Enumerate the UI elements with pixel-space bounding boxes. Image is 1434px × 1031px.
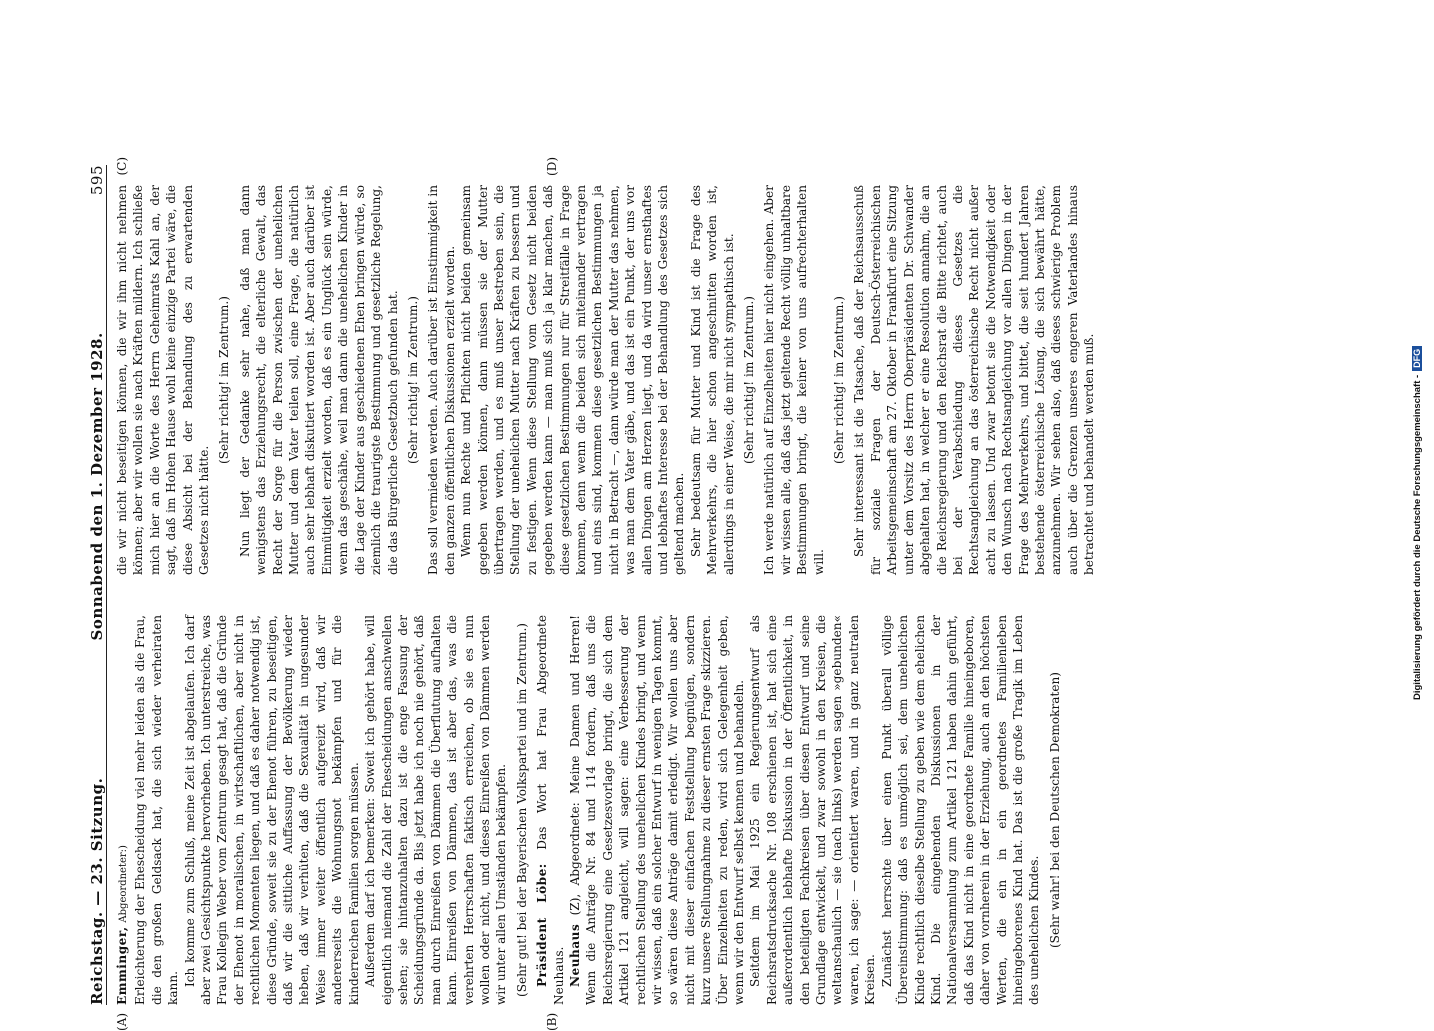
speaker-label: Neuhaus (567, 923, 582, 987)
applause-note: (Sehr wahr! bei den Deutschen Demokraten) (1047, 671, 1062, 949)
right-column (114, 157, 1098, 575)
margin-mark-b: (B) (545, 1012, 559, 1031)
paragraph: Nun liegt der Gedanke sehr nahe, daß man dann wenigstens das Erziehungsrecht, die elterliche Gewalt, das Recht der Sorge für die Person zwischen der unehelichen Mutter und dem Vater teilen soll, eine Frage, die natürlich auch sehr lebhaft diskutiert worden ist. Aber auch darüber ist Einmütigkeit erzielt worden, daß es ein Unglück sein würde, wenn das geschähe, weil man dann die unehelichen Kinder in die Lage der Kinder aus geschiedenen Ehen bringen würde, so ziemlich die traurigste Bestimmung und gesetzliche Regelung, die das Bürgerliche Gesetzbuch gefunden hat. (237, 185, 400, 575)
header-date: Sonnabend den 1. Dezember 1928. (88, 332, 106, 641)
paragraph: Außerdem darf ich bemerken: Soweit ich gehört habe, will eigentlich niemand die Zahl der Ehescheidungen anschwellen sehen; sie hintanzuhalten dazu ist die enge Fassung der Scheidungsgründe da. Bis jetzt habe ich noch nie gehört, daß man durch Einreißen von Dämmen die Überflutung aufhalten kann. Einreißen von Dämmen, das ist aber das, was die verehrten Herrschaften faktisch erreichen, ob sie es nun wollen oder nicht, und dieses Einreißen von Dämmen werden wir unter allen Umständen bekämpfen. (363, 615, 509, 1005)
applause-note: (Sehr richtig! im Zentrum.) (742, 296, 757, 464)
speaker-label: Präsident Löbe: (535, 863, 550, 987)
paragraph: Sehr bedeutsam für Mutter und Kind ist die Frage des Mehrverkehrs, die hier schon angeschnitten worden ist, allerdings in einer Weise, die mir nicht sympathisch ist. (688, 185, 736, 575)
paragraph: Das soll vermieden werden. Auch darüber ist Einstimmigkeit in den ganzen öffentlichen Diskussionen erzielt worden. (426, 185, 457, 575)
page-number: 595 (88, 165, 106, 196)
dfg-logo: DFG (1412, 346, 1422, 371)
header-left: Reichstag. — 23. Sitzung. (88, 777, 106, 1005)
paragraph: Emminger, Abgeordneter:) (115, 845, 129, 1005)
applause-note: (Sehr richtig! im Zentrum.) (405, 296, 420, 464)
paragraph: Ich werde natürlich auf Einzelheiten hier nicht eingehen. Aber wir wissen alle, daß das jetzt geltende Recht völlig unhaltbare Bestimmungen bringt, die keiner von uns aufrechterhalten will. (762, 185, 826, 575)
credit-text: Digitalisierung gefördert durch die Deutsche Forschungsgemeinschaft - (1412, 374, 1423, 700)
applause-note: (Sehr richtig! im Zentrum.) (217, 296, 232, 464)
applause-note: (Sehr richtig! im Zentrum.) (832, 296, 847, 464)
paragraph: Seitdem im Mai 1925 ein Regierungsentwurf als Reichsratsdrucksache Nr. 108 erschienen ist, hat sich eine außerordentlich lebhafte Diskussion in der Öffentlichkeit, in den beteiligten Fachkreisen über diesen Entwurf und seine Grundlage entwickelt, und zwar sowohl in den Kreisen, die weltanschaulich — sie (nach links) werden sagen »gebunden« waren, ich sage: — orientiert waren, und in ganz neutralen Kreisen. (748, 615, 878, 1005)
president-paragraph: Präsident Löbe: Das Wort hat Frau Abgeordnete Neuhaus. (535, 615, 566, 1005)
page-content (80, 157, 1120, 1031)
left-column (114, 615, 1067, 1031)
paragraph: Sehr interessant ist die Tatsache, daß der Reichsausschuß für soziale Fragen der Deutsch-Österreichischen Arbeitsgemeinschaft am 27. Oktober in Frankfurt eine Sitzung unter dem Vorsitz des Herrn Oberpräsidenten Dr. Schwander abgehalten hat, in welcher er eine Resolution annahm, die an die Reichsregierung und den Reichsrat die Bitte richtet, auch bei der Verabschiedung dieses Gesetzes die Rechtsangleichung an das österreichische Recht nicht außer acht zu lassen. Und zwar betont sie die Notwendigkeit oder den Wunsch nach Rechtsangleichung vor allen Dingen in der Frage des Mehrverkehrs, und bittet, die seit hundert Jahren bestehende österreichische Lösung, die sich bewährt hätte, anzunehmen. Wir sehen also, daß dieses schwierige Problem auch über die Grenzen unseres engeren Vaterlandes hinaus betrachtet und behandelt werden muß. (852, 185, 1097, 575)
paragraph: die wir nicht beseitigen können, die wir ihm nicht nehmen können; aber wir wollen sie nach Kräften mildern. Ich schließe mich hier an die Worte des Herrn Geheimrats Kahl an, der sagt, daß im Hohen Hause wohl keine einzige Partei wäre, die diese Absicht bei der Behandlung des zu erwartenden Gesetzes nicht hätte. (115, 185, 212, 575)
margin-mark-d: (D) (545, 157, 559, 176)
rotated-page-scan (80, 5, 1097, 1031)
digitization-credit (1410, 0, 1430, 1000)
paragraph: Wenn nun Rechte und Pflichten nicht beiden gemeinsam gegeben werden können, dann müssen sie der Mutter übertragen werden, und es muß unser Bestreben sein, die Stellung der unehelichen Mutter nach Kräften zu bessern und zu festigen. Wenn diese Stellung vom Gesetz nicht beiden gegeben werden kann — man muß sich ja klar machen, daß diese gesetzlichen Bestimmungen nur für Streitfälle in Frage kommen, denn wenn die beiden sich miteinander vertragen und eins sind, kommen diese gesetzlichen Bestimmungen ja nicht in Betracht —, dann würde man der Mutter das nehmen, was man dem Vater gäbe, und das ist ein Punkt, der uns vor allen Dingen am Herzen liegt, und da wird unser ernsthaftes und lebhaftes Interesse bei der Behandlung des Gesetzes sich geltend machen. (459, 185, 687, 575)
speaker-paragraph: Neuhaus (Z), Abgeordnete: Meine Damen und Herren! Wenn die Anträge Nr. 84 und 114 fordern, daß uns die Reichsregierung eine Gesetzesvorlage bringt, die sich dem Artikel 121 angleicht, will sagen: eine Verbesserung der rechtlichen Stellung des unehelichen Kindes bringt, und wenn wir wissen, daß ein solcher Entwurf in wenigen Tagen kommt, so wären diese Anträge damit erledigt. Wir wollen uns aber nicht mit dieser einfachen Feststellung begnügen, sondern kurz unsere Stellungnahme zu dieser ernsten Frage skizzieren. Über Einzelheiten zu reden, wird sich Gelegenheit geben, wenn wir den Entwurf selbst kennen und behandeln. (567, 615, 747, 1005)
paragraph: Erleichterung der Ehescheidung viel mehr leiden als die Frau, die den großen Geldsack hat, die sich wieder verheiraten kann. (133, 615, 181, 1005)
margin-mark-a: (A) (115, 1012, 129, 1031)
page-header (80, 165, 107, 1005)
paragraph: Ich komme zum Schluß, meine Zeit ist abgelaufen. Ich darf aber zwei Gesichtspunkte hervorheben. Ich unterstreiche, was Frau Kollegin Weber vom Zentrum gesagt hat, daß die Gründe der Ehenot in moralischen, in wirtschaftlichen, aber nicht in rechtlichen Momenten liegen, und daß es daher notwendig ist, diese Gründe, soweit sie zu der Ehenot führen, zu beseitigen, daß wir die sittliche Auffassung der Bevölkerung wieder heben, daß wir verhüten, daß die Sexualität in ungesunder Weise immer weiter öffentlich aufgereizt wird, daß wir andererseits die Wohnungsnot bekämpfen und für die kinderreichen Familien sorgen müssen. (182, 615, 361, 1005)
applause-note: (Sehr gut! bei der Bayerischen Volkspartei und im Zentrum.) (514, 622, 529, 998)
margin-mark-c: (C) (115, 157, 129, 176)
paragraph: Zunächst herrschte über einen Punkt überall völlige Übereinstimmung: daß es unmöglich sei, dem unehelichen Kinde rechtlich dieselbe Stellung zu geben wie dem ehelichen Kind. Die eingehenden Diskussionen in der Nationalversammlung zum Artikel 121 haben dahin geführt, daß das Kind nicht in eine geordnete Familie hineingeboren, daher von vornherein in der Erziehung, auch an den höchsten Werten, die ein in ein geordnetes Familienleben hineingeborenes Kind hat. Das ist die große Tragik im Leben des unehelichen Kindes. (879, 615, 1042, 1005)
